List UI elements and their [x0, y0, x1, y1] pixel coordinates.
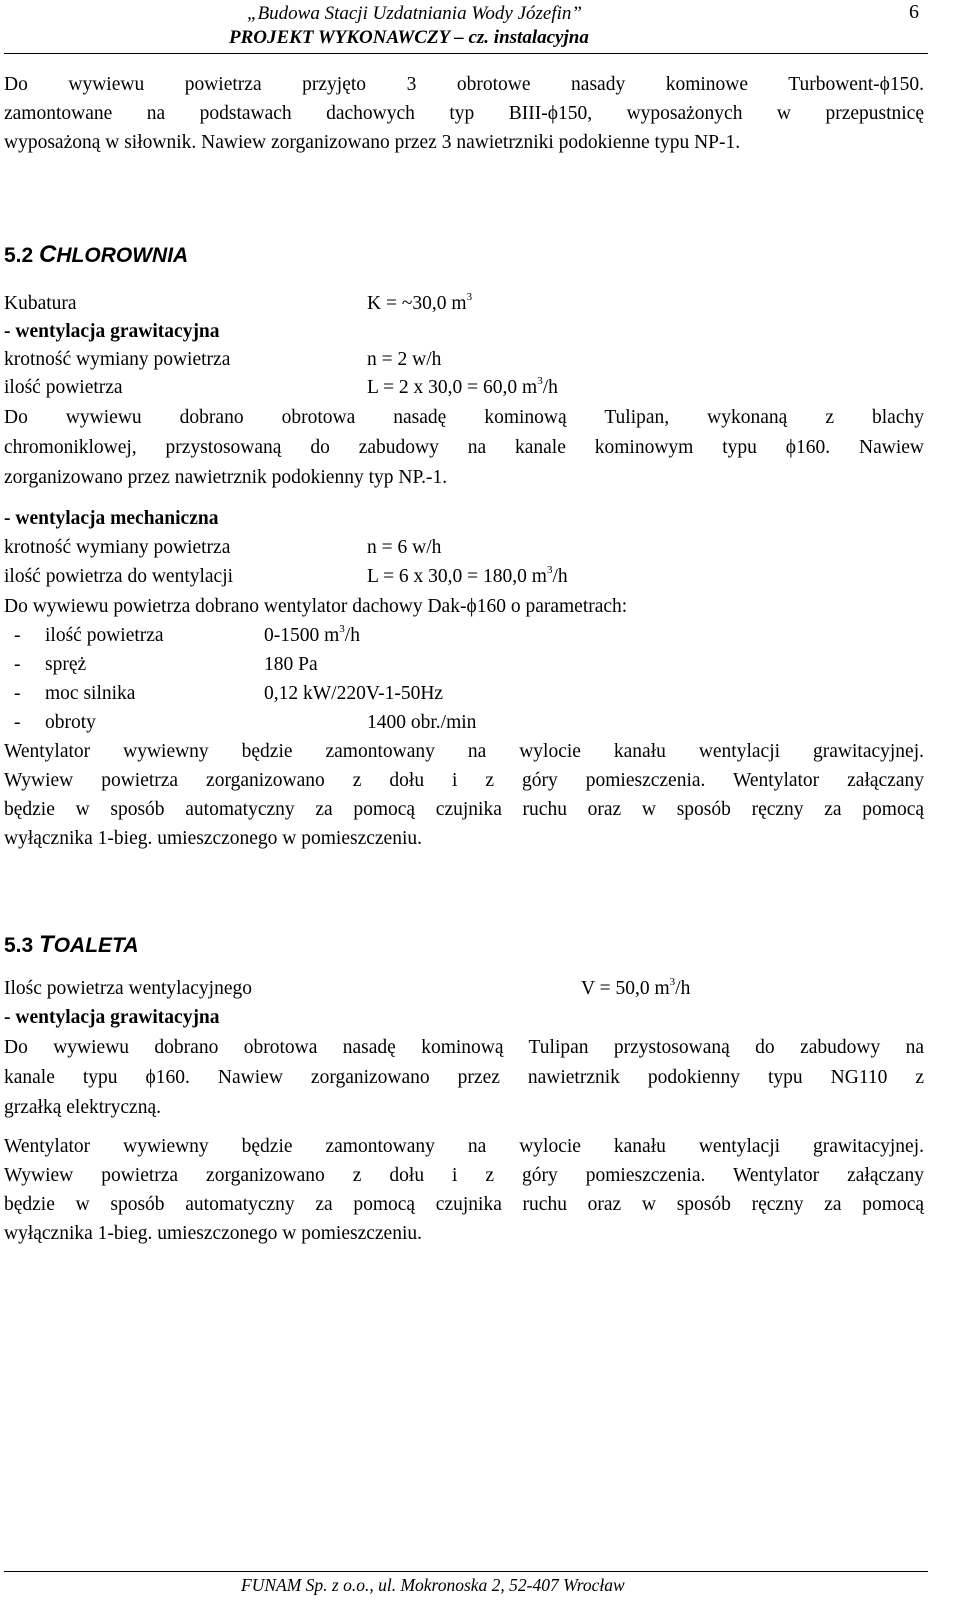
- toaleta-para1-line-2: kanale typu ϕ160. Nawiew zorganizowano przez nawietrznik podokienny typu NG110 z: [4, 1067, 924, 1088]
- mech-ilosc-unit: /h: [552, 566, 568, 587]
- mech-krot-label: krotność wymiany powietrza: [4, 537, 231, 558]
- toaleta-para2-line-4: wyłącznika 1-bieg. umieszczonego w pomieszczeniu.: [4, 1223, 423, 1244]
- kubatura-sup: 3: [466, 291, 473, 303]
- param-value: 1400 obr./min: [367, 712, 477, 733]
- param-dash: -: [14, 654, 21, 675]
- param-label: ilość powietrza: [45, 625, 164, 646]
- param-label: spręż: [45, 654, 87, 675]
- mech-para-line-3: będzie w sposób automatyczny za pomocą czujnika ruchu oraz w sposób ręczny za pomocą: [4, 799, 924, 820]
- toaleta-ilosc-value: [581, 976, 691, 999]
- section-5-2-heading: [4, 243, 188, 267]
- header-rule: [4, 53, 928, 54]
- mech-intro: Do wywiewu powietrza dobrano wentylator dachowy Dak-ϕ160 o parametrach:: [4, 596, 628, 617]
- grav-ilosc-unit: /h: [542, 377, 558, 398]
- grav-ilosc-value: [367, 375, 558, 398]
- toaleta-grav-heading: - wentylacja grawitacyjna: [4, 1007, 220, 1028]
- toaleta-para1-line-1: Do wywiewu dobrano obrotowa nasadę kominową Tulipan przystosowaną do zabudowy na: [4, 1037, 924, 1058]
- param-label: obroty: [45, 712, 96, 733]
- grav-para-line-3: zorganizowano przez nawietrznik podokienny typ NP.-1.: [4, 467, 448, 488]
- toaleta-ilosc-value-text: V = 50,0 m: [581, 978, 670, 999]
- header-title: „Budowa Stacji Uzdatniania Wody Józefin”: [247, 3, 582, 24]
- section-title-rest: OALETA: [53, 934, 139, 957]
- section-title-initial: T: [39, 931, 54, 958]
- param-value-sup: 3: [339, 623, 345, 635]
- param-value-text: 0-1500 m: [264, 625, 340, 646]
- header-subtitle: PROJEKT WYKONAWCZY – cz. instalacyjna: [229, 27, 589, 48]
- mech-ilosc-label: ilość powietrza do wentylacji: [4, 566, 234, 587]
- grav-krot-label: krotność wymiany powietrza: [4, 349, 231, 370]
- intro-line-1: Do wywiewu powietrza przyjęto 3 obrotowe nasady kominowe Turbowent-ϕ150.: [4, 74, 924, 95]
- mech-ilosc-value: [367, 564, 568, 587]
- section-title-rest: HLOROWNIA: [56, 244, 189, 267]
- mech-ilosc-sup: 3: [546, 564, 553, 576]
- section-5-3-heading: [4, 933, 139, 957]
- grav-ilosc-value-text: L = 2 x 30,0 = 60,0 m: [367, 377, 538, 398]
- section-title-initial: C: [39, 241, 57, 268]
- kubatura-value-text: K = ~30,0 m: [367, 293, 467, 314]
- param-dash: -: [14, 683, 21, 704]
- page-number: 6: [909, 1, 919, 23]
- toaleta-ilosc-sup: 3: [669, 976, 676, 988]
- section-number: 5.2: [4, 244, 34, 267]
- kubatura-value: [367, 291, 473, 314]
- toaleta-para2-line-3: będzie w sposób automatyczny za pomocą czujnika ruchu oraz w sposób ręczny za pomocą: [4, 1194, 924, 1215]
- toaleta-ilosc-unit: /h: [675, 978, 691, 999]
- mech-ilosc-value-text: L = 6 x 30,0 = 180,0 m: [367, 566, 547, 587]
- grav-heading: - wentylacja grawitacyjna: [4, 321, 220, 342]
- mech-para-line-1: Wentylator wywiewny będzie zamontowany na wylocie kanału wentylacji grawitacyjnej.: [4, 741, 924, 762]
- param-value: [264, 623, 360, 646]
- toaleta-ilosc-label: Ilośc powietrza wentylacyjnego: [4, 978, 252, 999]
- mech-krot-value: n = 6 w/h: [367, 537, 442, 558]
- toaleta-para2-line-2: Wywiew powietrza zorganizowano z dołu i z góry pomieszczenia. Wentylator załączany: [4, 1165, 924, 1186]
- footer-rule: [4, 1571, 928, 1572]
- mech-para-line-2: Wywiew powietrza zorganizowano z dołu i z góry pomieszczenia. Wentylator załączany: [4, 770, 924, 791]
- grav-para-line-2: chromoniklowej, przystosowaną do zabudowy na kanale kominowym typu ϕ160. Nawiew: [4, 437, 924, 458]
- intro-line-3: wyposażoną w siłownik. Nawiew zorganizowano przez 3 nawietrzniki podokienne typu NP-1.: [4, 132, 741, 153]
- param-dash: -: [14, 712, 21, 733]
- param-label: moc silnika: [45, 683, 136, 704]
- mech-para-line-4: wyłącznika 1-bieg. umieszczonego w pomieszczeniu.: [4, 828, 423, 849]
- grav-para-line-1: Do wywiewu dobrano obrotowa nasadę kominową Tulipan, wykonaną z blachy: [4, 407, 924, 428]
- grav-krot-value: n = 2 w/h: [367, 349, 442, 370]
- kubatura-label: Kubatura: [4, 293, 77, 314]
- param-value: 180 Pa: [264, 654, 318, 675]
- footer-text: FUNAM Sp. z o.o., ul. Mokronoska 2, 52-407 Wrocław: [241, 1575, 625, 1595]
- grav-ilosc-label: ilość powietrza: [4, 377, 123, 398]
- section-number: 5.3: [4, 934, 34, 957]
- toaleta-para2-line-1: Wentylator wywiewny będzie zamontowany na wylocie kanału wentylacji grawitacyjnej.: [4, 1136, 924, 1157]
- intro-line-2: zamontowane na podstawach dachowych typ BIII-ϕ150, wyposażonych w przepustnicę: [4, 103, 924, 124]
- param-dash: -: [14, 625, 21, 646]
- param-value-unit: /h: [344, 625, 360, 646]
- mech-heading: - wentylacja mechaniczna: [4, 508, 219, 529]
- toaleta-para1-line-3: grzałką elektryczną.: [4, 1097, 161, 1118]
- param-value: 0,12 kW/220V-1-50Hz: [264, 683, 444, 704]
- grav-ilosc-sup: 3: [537, 375, 543, 387]
